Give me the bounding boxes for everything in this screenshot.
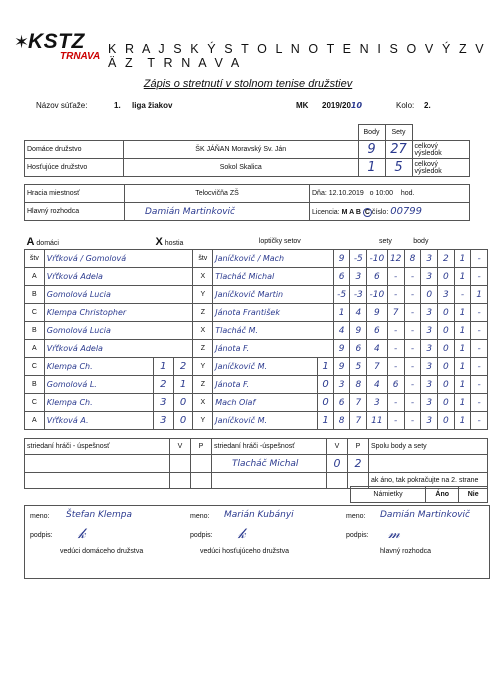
points-home: 1 bbox=[454, 358, 471, 376]
points-home: 1 bbox=[454, 376, 471, 394]
sety-header: Sety bbox=[385, 125, 412, 141]
ball-set-2: 7 bbox=[350, 394, 367, 412]
ball-set-4: 6 bbox=[387, 376, 404, 394]
ref-meno-label: meno: bbox=[346, 513, 366, 520]
protest-table bbox=[350, 486, 488, 503]
home-podpis-label: podpis: bbox=[30, 532, 53, 539]
away-player: Janíčkovič M. bbox=[213, 358, 318, 376]
ball-set-2: -3 bbox=[350, 286, 367, 304]
ball-set-1: 9 bbox=[333, 358, 350, 376]
away-code: X bbox=[193, 394, 213, 412]
points-home: 1 bbox=[454, 268, 471, 286]
ball-set-3: 4 bbox=[367, 340, 387, 358]
organization-name: K R A J S K Ý S T O L N O T E N I S O V Ý Z V Ä Z T R N A V A bbox=[108, 42, 487, 70]
match-row bbox=[25, 412, 488, 430]
points-away: - bbox=[471, 394, 488, 412]
ball-set-5: - bbox=[404, 358, 421, 376]
away-player: Jánota F. bbox=[213, 340, 334, 358]
away-player: Tlacháč Michal bbox=[213, 268, 334, 286]
sets-home: 3 bbox=[421, 250, 438, 268]
protest-label: Námietky bbox=[351, 487, 426, 503]
points-home: - bbox=[454, 286, 471, 304]
ball-set-3: 7 bbox=[367, 358, 387, 376]
home-subs-label: striedaní hráči - úspešnosť bbox=[25, 439, 170, 455]
points-home: 1 bbox=[454, 394, 471, 412]
ball-set-2: -5 bbox=[350, 250, 367, 268]
ball-set-5: - bbox=[404, 412, 421, 430]
match-row bbox=[25, 394, 488, 412]
ball-set-1: 8 bbox=[333, 412, 350, 430]
balls-header: loptičky setov bbox=[258, 238, 301, 245]
ball-set-5: - bbox=[404, 286, 421, 304]
ball-set-1: 4 bbox=[333, 322, 350, 340]
match-code: C bbox=[25, 304, 45, 322]
home-leader-name: Štefan Klempa bbox=[66, 510, 132, 520]
sets-away: 0 bbox=[438, 394, 455, 412]
match-code: C bbox=[25, 394, 45, 412]
home-team-name: ŠK JÁŇAN Moravský Sv. Ján bbox=[124, 141, 359, 159]
referee-role: hlavný rozhodca bbox=[380, 548, 431, 555]
date-time: Dňa: 12.10.2019 o 10:00 hod. bbox=[310, 185, 470, 203]
ball-set-3: 4 bbox=[367, 376, 387, 394]
match-code: B bbox=[25, 376, 45, 394]
logo-text: KSTZ bbox=[28, 30, 85, 53]
away-subs-label: striedaní hráči -úspešnosť bbox=[212, 439, 327, 455]
points-home: 1 bbox=[454, 304, 471, 322]
away-player: Janíčkovič / Mach bbox=[213, 250, 334, 268]
sets-home: 3 bbox=[421, 412, 438, 430]
ball-set-1: 6 bbox=[333, 394, 350, 412]
ball-set-5: 8 bbox=[404, 250, 421, 268]
away-v: 0 bbox=[318, 394, 334, 412]
ball-set-4: - bbox=[387, 268, 404, 286]
home-player: Vŕťková Adela bbox=[44, 340, 193, 358]
away-player: Janíčkovič Martin bbox=[213, 286, 334, 304]
away-player: Tlacháč M. bbox=[213, 322, 334, 340]
away-v: 1 bbox=[318, 412, 334, 430]
home-sety: 27 bbox=[385, 141, 412, 159]
match-code: C bbox=[25, 358, 45, 376]
points-away: - bbox=[471, 412, 488, 430]
continue-note: ak áno, tak pokračujte na 2. strane bbox=[369, 473, 488, 489]
points-home: 1 bbox=[454, 412, 471, 430]
away-code: Y bbox=[193, 412, 213, 430]
away-podpis-label: podpis: bbox=[190, 532, 213, 539]
points-away: - bbox=[471, 304, 488, 322]
ball-set-4: - bbox=[387, 394, 404, 412]
away-leader-name: Marián Kubányi bbox=[224, 510, 294, 520]
home-player: Vŕťková A. bbox=[44, 412, 153, 430]
ball-set-3: -10 bbox=[367, 286, 387, 304]
ball-set-2: 7 bbox=[350, 412, 367, 430]
away-signature-mark: 𝓀 bbox=[238, 526, 246, 542]
points-home: 1 bbox=[454, 250, 471, 268]
away-code: Y bbox=[193, 286, 213, 304]
ball-set-3: 3 bbox=[367, 394, 387, 412]
sets-home: 3 bbox=[421, 394, 438, 412]
ball-set-1: -5 bbox=[333, 286, 350, 304]
away-meno-label: meno: bbox=[190, 513, 210, 520]
away-code: Z bbox=[193, 340, 213, 358]
sets-away: 3 bbox=[438, 286, 455, 304]
home-p: 0 bbox=[173, 394, 193, 412]
sets-home: 0 bbox=[421, 286, 438, 304]
match-row bbox=[25, 322, 488, 340]
ball-set-3: 6 bbox=[367, 268, 387, 286]
away-player: Janíčkovič M. bbox=[213, 412, 318, 430]
ball-set-2: 5 bbox=[350, 358, 367, 376]
home-player: Klempa Ch. bbox=[44, 394, 153, 412]
home-meno-label: meno: bbox=[30, 513, 50, 520]
home-v: 1 bbox=[153, 358, 173, 376]
sets-away: 0 bbox=[438, 358, 455, 376]
ball-set-1: 6 bbox=[333, 268, 350, 286]
ball-set-3: -10 bbox=[367, 250, 387, 268]
sets-away: 0 bbox=[438, 376, 455, 394]
away-leader-role: vedúci hosťujúceho družstva bbox=[200, 548, 290, 555]
ball-set-3: 11 bbox=[367, 412, 387, 430]
ball-set-5: - bbox=[404, 322, 421, 340]
sets-home: 3 bbox=[421, 268, 438, 286]
sets-home: 3 bbox=[421, 322, 438, 340]
home-p: 0 bbox=[173, 412, 193, 430]
sety-col-header: sety bbox=[379, 238, 392, 245]
match-row bbox=[25, 250, 488, 268]
points-away: - bbox=[471, 340, 488, 358]
ball-set-1: 3 bbox=[333, 376, 350, 394]
matches-table bbox=[24, 234, 488, 430]
home-player: Gomolová Lucia bbox=[44, 322, 193, 340]
away-sety: 5 bbox=[385, 159, 412, 177]
ball-set-2: 6 bbox=[350, 340, 367, 358]
ball-set-4: - bbox=[387, 340, 404, 358]
match-code: A bbox=[25, 340, 45, 358]
competition-label: Názov súťaže: bbox=[36, 101, 88, 110]
home-total-note: celkový výsledok bbox=[412, 141, 470, 159]
away-header: X hostia bbox=[155, 235, 184, 248]
venue-table bbox=[24, 184, 470, 221]
venue-name: Telocvičňa ZŠ bbox=[125, 185, 310, 203]
points-away: - bbox=[471, 268, 488, 286]
away-team-name: Sokol Skalica bbox=[124, 159, 359, 177]
away-player: Jánota František bbox=[213, 304, 334, 322]
sets-home: 3 bbox=[421, 376, 438, 394]
sets-away: 0 bbox=[438, 412, 455, 430]
match-row bbox=[25, 286, 488, 304]
home-v: 3 bbox=[153, 412, 173, 430]
referee-name: Damián Martinkovič bbox=[125, 203, 310, 221]
sets-home: 3 bbox=[421, 304, 438, 322]
protest-no[interactable]: Nie bbox=[459, 487, 488, 503]
away-code: X bbox=[193, 322, 213, 340]
body-col-header: body bbox=[413, 238, 429, 245]
referee-label: Hlavný rozhodca bbox=[25, 203, 125, 221]
away-v: 1 bbox=[318, 358, 334, 376]
season: 2019/2010 bbox=[322, 101, 363, 110]
home-signature-mark: 𝓀 bbox=[78, 526, 86, 542]
match-code: B bbox=[25, 286, 45, 304]
away-code: X bbox=[193, 268, 213, 286]
away-code: Y bbox=[193, 358, 213, 376]
licence: Licencia: M A B C číslo: 00799 bbox=[310, 203, 470, 221]
points-away: - bbox=[471, 376, 488, 394]
home-player: Gomolová L. bbox=[44, 376, 153, 394]
ball-set-1: 9 bbox=[333, 250, 350, 268]
away-code: Z bbox=[193, 376, 213, 394]
sum-label: Spolu body a sety bbox=[369, 439, 488, 455]
home-v: 2 bbox=[153, 376, 173, 394]
ball-set-5: - bbox=[404, 376, 421, 394]
home-p: 1 bbox=[173, 376, 193, 394]
ball-set-1: 9 bbox=[333, 340, 350, 358]
home-body: 9 bbox=[358, 141, 385, 159]
away-code: štv bbox=[193, 250, 213, 268]
home-player: Gomolová Lucia bbox=[44, 286, 193, 304]
home-player: Vŕťková Adela bbox=[44, 268, 193, 286]
subs-table: striedaní hráči - úspešnosť V P striedaní hráči -úspešnosť V P Spolu body a sety Tlacháč Michal 0 2 ak áno, tak pokračujte na 2. strane bbox=[24, 438, 488, 489]
form-title: Zápis o stretnutí v stolnom tenise družstiev bbox=[143, 78, 353, 90]
away-player: Mach Olaf bbox=[213, 394, 318, 412]
ref-podpis-label: podpis: bbox=[346, 532, 369, 539]
ball-set-4: - bbox=[387, 286, 404, 304]
away-team-label: Hosťujúce družstvo bbox=[25, 159, 124, 177]
match-code: A bbox=[25, 268, 45, 286]
ball-set-2: 8 bbox=[350, 376, 367, 394]
round-label: Kolo: bbox=[396, 101, 415, 110]
home-p: 2 bbox=[173, 358, 193, 376]
home-leader-role: vedúci domáceho družstva bbox=[60, 548, 144, 555]
ball-set-3: 9 bbox=[367, 304, 387, 322]
ball-set-1: 1 bbox=[333, 304, 350, 322]
ref-signature-mark: 𝓂 bbox=[388, 526, 400, 542]
ball-set-2: 3 bbox=[350, 268, 367, 286]
sets-home: 3 bbox=[421, 358, 438, 376]
points-away: - bbox=[471, 250, 488, 268]
sum-value bbox=[369, 455, 488, 473]
ball-set-3: 6 bbox=[367, 322, 387, 340]
points-away: - bbox=[471, 358, 488, 376]
sets-away: 0 bbox=[438, 322, 455, 340]
competition-code: MK bbox=[296, 101, 309, 110]
ball-set-4: 12 bbox=[387, 250, 404, 268]
body-header: Body bbox=[358, 125, 385, 141]
away-total-note: celkový výsledok bbox=[412, 159, 470, 177]
points-home: 1 bbox=[454, 340, 471, 358]
home-header: A domáci bbox=[26, 235, 59, 248]
away-body: 1 bbox=[358, 159, 385, 177]
points-away: 1 bbox=[471, 286, 488, 304]
ball-set-5: - bbox=[404, 304, 421, 322]
match-row bbox=[25, 358, 488, 376]
ball-set-5: - bbox=[404, 394, 421, 412]
away-sub-name: Tlacháč Michal bbox=[212, 455, 327, 473]
away-v: 0 bbox=[318, 376, 334, 394]
competition-number: 1. bbox=[114, 101, 121, 110]
sets-away: 0 bbox=[438, 268, 455, 286]
home-player: Vŕťková / Gomolová bbox=[44, 250, 193, 268]
ball-set-4: - bbox=[387, 322, 404, 340]
match-row bbox=[25, 340, 488, 358]
away-player: Jánota F. bbox=[213, 376, 318, 394]
competition-name: liga žiakov bbox=[132, 101, 173, 110]
teams-table bbox=[24, 124, 470, 177]
ball-set-4: - bbox=[387, 358, 404, 376]
sets-away: 0 bbox=[438, 304, 455, 322]
sets-away: 0 bbox=[438, 340, 455, 358]
match-row bbox=[25, 304, 488, 322]
player-figure-icon: ✶ bbox=[14, 32, 30, 52]
round-number: 2. bbox=[424, 101, 431, 110]
home-v: 3 bbox=[153, 394, 173, 412]
home-player: Klempa Ch. bbox=[44, 358, 153, 376]
points-away: - bbox=[471, 322, 488, 340]
ball-set-4: 7 bbox=[387, 304, 404, 322]
logo-subtext: TRNAVA bbox=[60, 51, 101, 62]
ball-set-4: - bbox=[387, 412, 404, 430]
match-row bbox=[25, 376, 488, 394]
match-row bbox=[25, 268, 488, 286]
match-code: A bbox=[25, 412, 45, 430]
sets-home: 3 bbox=[421, 340, 438, 358]
protest-yes[interactable]: Áno bbox=[426, 487, 459, 503]
home-team-label: Domáce družstvo bbox=[25, 141, 124, 159]
kstz-logo bbox=[14, 30, 104, 64]
away-code: Z bbox=[193, 304, 213, 322]
match-code: štv bbox=[25, 250, 45, 268]
sets-away: 2 bbox=[438, 250, 455, 268]
ball-set-2: 4 bbox=[350, 304, 367, 322]
ball-set-5: - bbox=[404, 340, 421, 358]
match-code: B bbox=[25, 322, 45, 340]
venue-label: Hracia miestnosť bbox=[25, 185, 125, 203]
ball-set-2: 9 bbox=[350, 322, 367, 340]
points-home: 1 bbox=[454, 322, 471, 340]
ball-set-5: - bbox=[404, 268, 421, 286]
ref-signature-name: Damián Martinkovič bbox=[380, 510, 470, 520]
home-player: Klempa Christopher bbox=[44, 304, 193, 322]
